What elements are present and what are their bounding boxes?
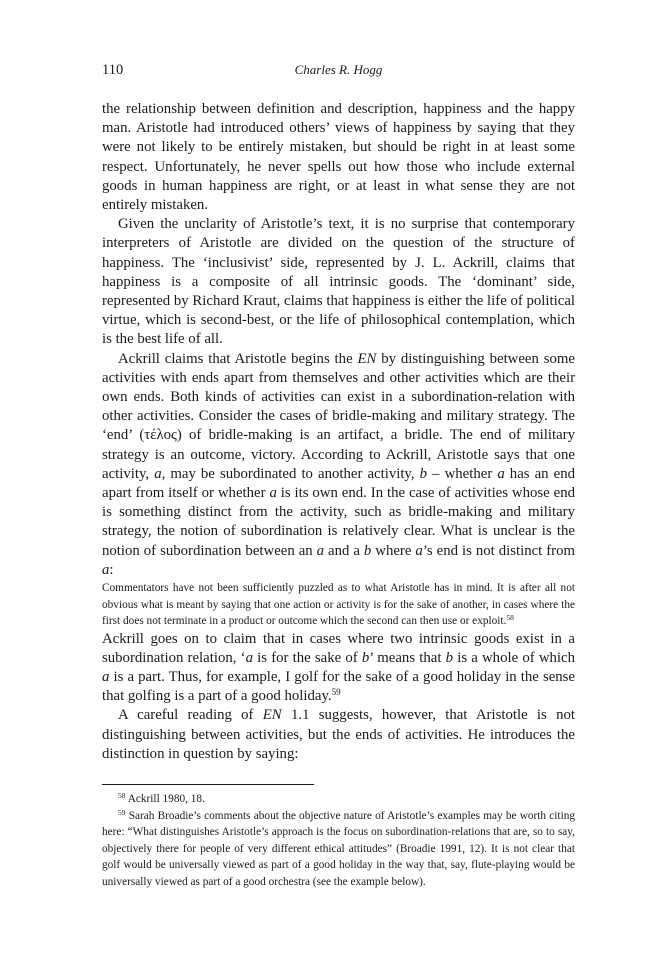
book-page — [102, 62, 575, 890]
footnote-58: $^{58}$ Ackrill 1980, 18. — [118, 791, 205, 805]
block-quote: Commentators have not been sufficiently puzzled as to what Aristotle has in mind. It is after all not obvious what is meant by saying that one action or activity is for the sake of another, in cases where the first does not terminate in a product or outcome which the second can then use or exploit.$^{58}$ — [102, 582, 575, 628]
paragraph-4: Ackrill goes on to claim that in cases where two intrinsic goods exist in a subordination relation, ‘a is for the sake of b’ means that b is a whole of which a is a part. Thus, for example, I golf for the sake of a good holiday in the sense that golfing is a part of a good holiday.$^{59}$ — [102, 630, 576, 705]
page-header — [102, 62, 575, 82]
paragraph-1: the relationship between definition and description, happiness and the happy man. Aristotle had introduced others’ views of happiness by saying that they were not likely to be entirely mistaken, but should be right in at least some respect. Unfortunately, he never spells out how those who include external goods in human happiness are right, or at least in what sense they are not entirely mistaken. — [102, 101, 575, 214]
footnote-ref-59[interactable]: 59 — [331, 687, 341, 698]
page-number: 110 — [102, 62, 124, 78]
footnote-59: $^{59}$ Sarah Broadie’s comments about the objective nature of Aristotle’s examples may be worth citing here: “What distinguishes Aristotle’s approach is the focus on subordination-relations that are, so to say, objectively there for people of very different ethical attitudes” (Broadie 1991, 12). It is not clear that golf would be universally viewed as part of a good holiday in the way that, say, flute-playing would be universally viewed as part of a good orchestra (see the example below). — [102, 807, 575, 888]
paragraph-2: Given the unclarity of Aristotle’s text, it is no surprise that contemporary interpreters of Aristotle are divided on the question of the structure of happiness. The ‘inclusivist’ side, represented by J. L. Ackrill, claims that happiness is a composite of all intrinsic goods. The ‘dominant’ side, represented by Richard Kraut, claims that happiness is either the life of political virtue, which is second-best, or the life of philosophical contemplation, which is the best life of all. — [102, 216, 575, 348]
paragraph-5: A careful reading of EN 1.1 suggests, however, that Aristotle is not distinguishing between activities, but the ends of activities. He introduces the distinction in question by saying: — [102, 707, 575, 762]
paragraph-3: Ackrill claims that Aristotle begins the EN by distinguishing between some activities with ends apart from themselves and other activities which are their own ends. Both kinds of activities can exist in a subordination-relation with other activities. Consider the cases of bridle-making and military strategy. The ‘end’ (τέλος) of bridle-making is an artifact, a bridle. The end of military strategy is an outcome, victory. According to Ackrill, Aristotle says that one activity, a, may be subordinated to another activity, b – whether a has an end apart from itself or whether a is its own end. In the case of activities whose end is something distinct from the activity, such as bridle-making and military strategy, the notion of subordination is relatively clear. What is unclear is the notion of subordination between an a and a b where a’s end is not distinct from a: — [102, 350, 576, 578]
running-head: Charles R. Hogg — [294, 62, 383, 77]
footnote-divider — [102, 784, 314, 785]
body-text — [102, 100, 575, 764]
footnote-ref-58[interactable]: 58 — [506, 613, 514, 623]
